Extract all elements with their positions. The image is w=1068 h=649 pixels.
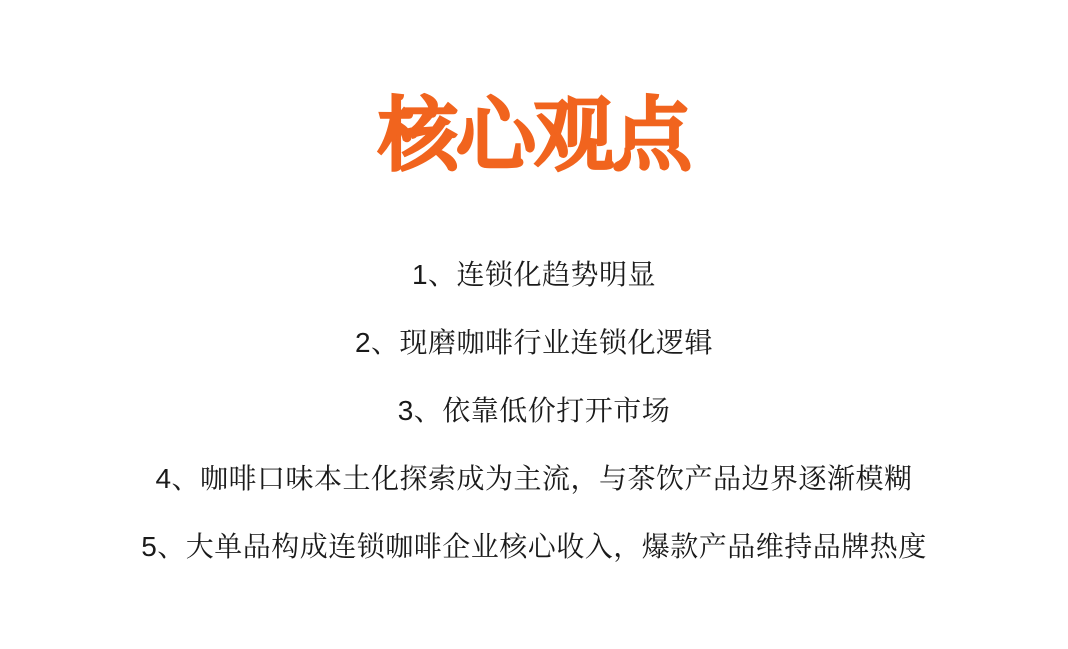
page-title: 核心观点 [378, 91, 690, 180]
list-item-5: 5、大单品构成连锁咖啡企业核心收入，爆款产品维持品牌热度 [141, 531, 927, 562]
key-points-list [0, 261, 1068, 561]
list-item-1: 1、连锁化趋势明显 [411, 259, 657, 290]
list-item-3: 3、依靠低价打开市场 [397, 395, 671, 426]
list-item-2: 2、现磨咖啡行业连锁化逻辑 [354, 327, 714, 358]
list-item-4: 4、咖啡口味本土化探索成为主流，与茶饮产品边界逐渐模糊 [155, 463, 913, 494]
